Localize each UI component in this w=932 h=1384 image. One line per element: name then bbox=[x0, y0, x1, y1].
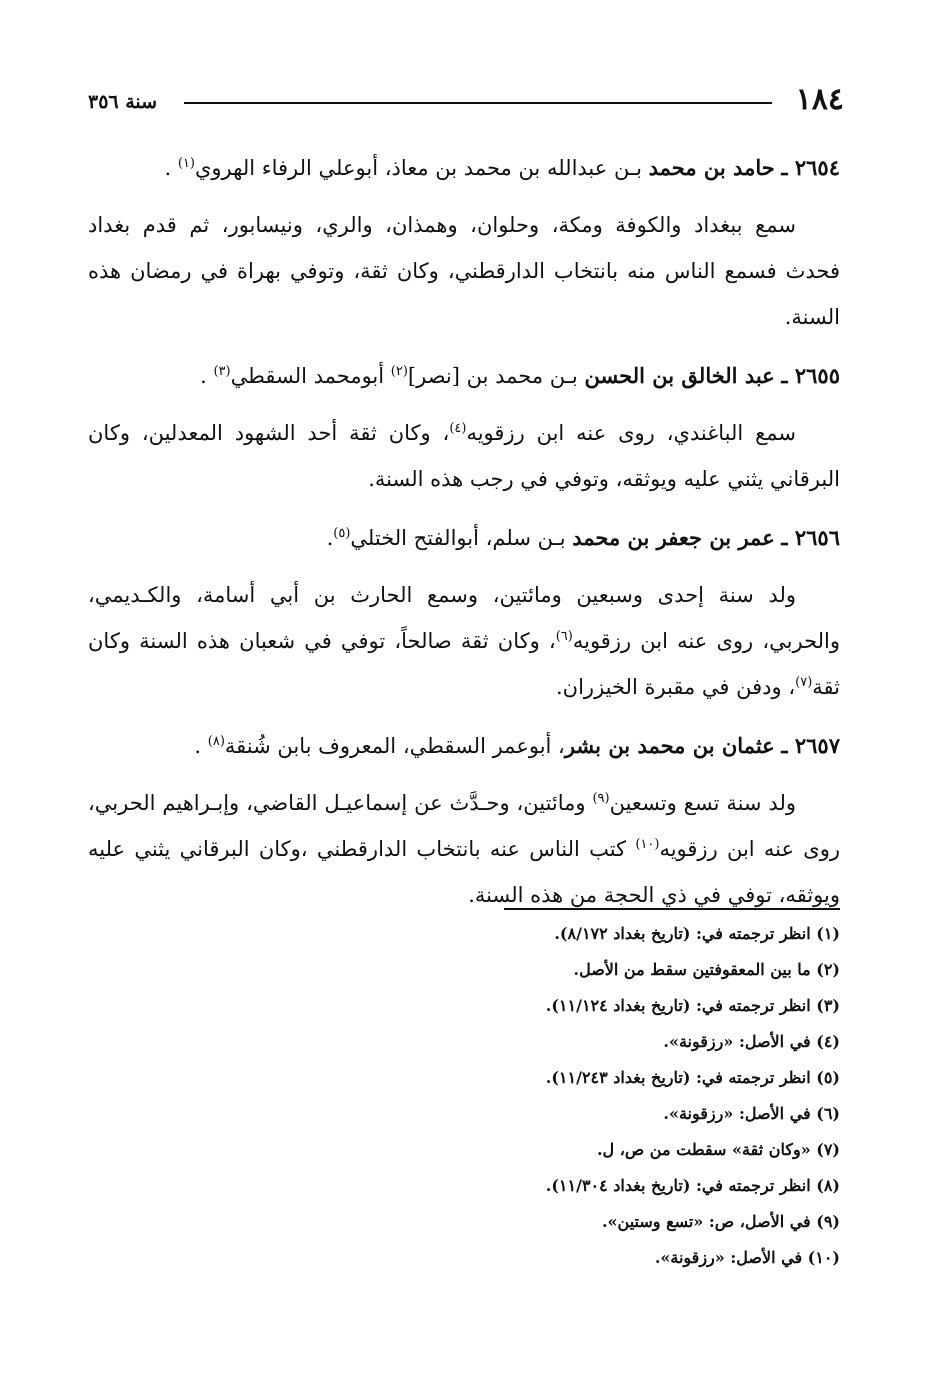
entry-lineage: ، أبوعمر السقطي، المعروف بابن شُنقة bbox=[224, 734, 565, 758]
footnotes bbox=[280, 916, 840, 1276]
main-text bbox=[88, 150, 840, 936]
running-header bbox=[88, 82, 844, 122]
footnote: (١٠) في الأصل: «رزقونة». bbox=[654, 1248, 840, 1267]
footnote-ref[interactable]: (٣) bbox=[213, 364, 231, 379]
entry-kunya: أبومحمد السقطي bbox=[230, 364, 391, 388]
footnote-ref[interactable]: (١) bbox=[177, 156, 195, 171]
entry-name: حامد بن محمد bbox=[648, 155, 775, 180]
footnote-ref[interactable]: (٤) bbox=[449, 421, 467, 436]
body-text: ، ودفن في مقبرة الخيزران. bbox=[556, 675, 796, 699]
running-title: سنة ٣٥٦ bbox=[88, 91, 158, 113]
entry-end: . bbox=[164, 156, 172, 180]
entry-heading bbox=[88, 150, 840, 186]
entry-body bbox=[88, 780, 840, 918]
entry-end: . bbox=[194, 734, 202, 758]
body-text: ، وكان ثقة صالحاً، توفي في شعبان هذه السنة وكان ثقة bbox=[88, 629, 840, 699]
footnote-ref[interactable]: (٥) bbox=[333, 526, 351, 541]
entry-name: عثمان بن محمد بن بشر bbox=[564, 733, 775, 758]
body-text: سمع الباغندي، روى عنه ابن رزقويه bbox=[466, 421, 796, 445]
header-rule bbox=[184, 102, 772, 104]
entry-body bbox=[88, 572, 840, 710]
entry-end: . bbox=[326, 526, 334, 550]
footnote-ref[interactable]: (٢) bbox=[390, 364, 408, 379]
footnote: (٥) انظر ترجمته في: (تاريخ بغداد ١١/٢٤٣). bbox=[545, 1068, 840, 1087]
entry-number: ٢٦٥٦ ـ bbox=[781, 525, 840, 550]
entry-heading bbox=[88, 728, 840, 764]
footnote: (٧) «وكان ثقة» سقطت من ص، ل. bbox=[596, 1140, 840, 1159]
entry-number: ٢٦٥٤ ـ bbox=[781, 155, 840, 180]
body-text: ولد سنة إحدى وسبعين ومائتين، وسمع الحارث بن أبي أسامة، والكـديمي، والحربي، روى عنه ابن رزقويه bbox=[88, 583, 840, 653]
entry-lineage: بـن سلم، أبوالفتح الختلي bbox=[350, 526, 566, 550]
entry-name: عبد الخالق بن الحسن bbox=[584, 363, 775, 388]
footnote: (١) انظر ترجمته في: (تاريخ بغداد ٨/١٧٢). bbox=[554, 924, 840, 943]
entry-number: ٢٦٥٧ ـ bbox=[781, 733, 840, 758]
footnote: (٨) انظر ترجمته في: (تاريخ بغداد ١١/٣٠٤). bbox=[545, 1176, 840, 1195]
entry-heading bbox=[88, 358, 840, 394]
footnote: (٩) في الأصل، ص: «تسع وستين». bbox=[601, 1212, 840, 1231]
footnote-ref[interactable]: (٦) bbox=[555, 629, 573, 644]
body-text: ولد سنة تسع وتسعين bbox=[609, 791, 796, 815]
body-text: كتب الناس عنه بانتخاب الدارقطني ،وكان البرقاني يثني عليه ويوثقه، توفي في ذي الحجة من هذه السنة. bbox=[88, 837, 840, 907]
footnote-ref[interactable]: (٩) bbox=[592, 791, 610, 806]
footnote-rule bbox=[504, 908, 840, 910]
body-text: ومائتين، وحـدَّث عن إسماعيـل القاضي، وإبـراهيم الحربي، روى عنه ابن رزقويه bbox=[88, 791, 841, 861]
entry-body bbox=[88, 410, 840, 502]
entry-name: عمر بن جعفر بن محمد bbox=[572, 525, 775, 550]
footnote-ref[interactable]: (٨) bbox=[207, 734, 225, 749]
entry-body bbox=[88, 202, 840, 340]
footnote-ref[interactable]: (١٠) bbox=[635, 837, 660, 852]
footnote: (٤) في الأصل: «رزقونة». bbox=[663, 1032, 840, 1051]
footnote: (٦) في الأصل: «رزقونة». bbox=[663, 1104, 840, 1123]
footnote: (٣) انظر ترجمته في: (تاريخ بغداد ١١/١٢٤). bbox=[545, 996, 840, 1015]
entry-lineage: بـن عبدالله بن محمد بن معاذ، أبوعلي الرفاء الهروي bbox=[194, 156, 642, 180]
entry-heading bbox=[88, 520, 840, 556]
footnote-ref[interactable]: (٧) bbox=[795, 675, 813, 690]
body-text: ، وكان ثقة أحد الشهود المعدلين، وكان البرقاني يثني عليه ويوثقه، وتوفي في رجب هذه السنة. bbox=[88, 421, 840, 491]
entry-lineage: بـن محمد بن [نصر] bbox=[407, 364, 578, 388]
entry-end: . bbox=[200, 364, 207, 388]
page-number: ١٨٤ bbox=[795, 82, 844, 117]
entry-number: ٢٦٥٥ ـ bbox=[781, 363, 840, 388]
footnote: (٢) ما بين المعقوفتين سقط من الأصل. bbox=[573, 960, 840, 979]
body-text: سمع ببغداد والكوفة ومكة، وحلوان، وهمذان، والري، ونيسابور، ثم قدم بغداد فحدث فسمع الناس منه بانتخاب الدارقطني، وكان ثقة، وتوفي بهراة في رمضان هذه السنة. bbox=[88, 213, 840, 329]
